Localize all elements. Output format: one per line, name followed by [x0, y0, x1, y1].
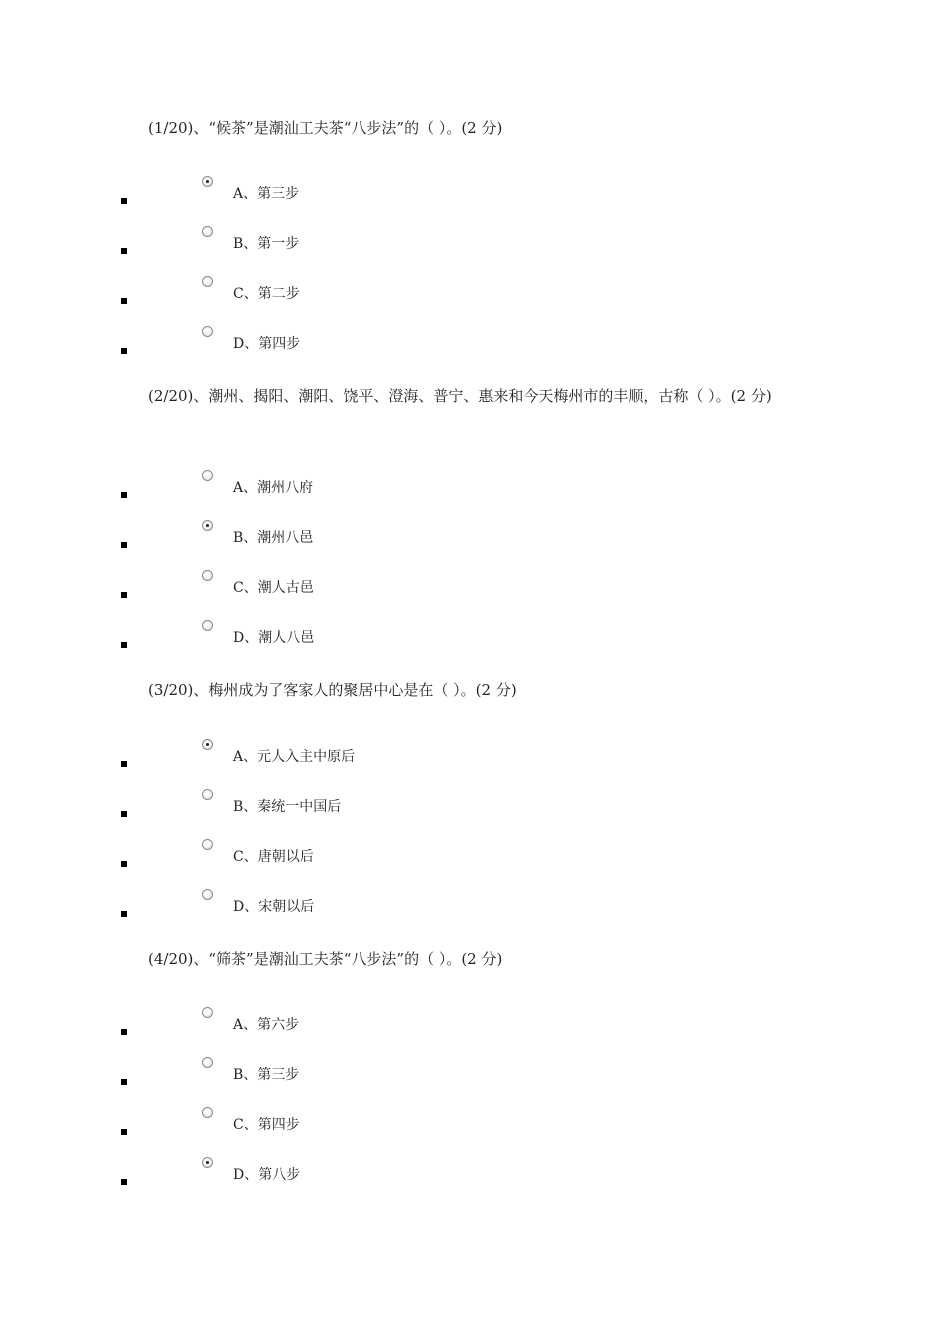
bullet-icon: [121, 1079, 127, 1085]
bullet-icon: [121, 861, 127, 867]
option-label: C、潮人古邑: [233, 580, 314, 596]
bullet-icon: [121, 298, 127, 304]
question-1-option-d[interactable]: [0, 326, 950, 362]
radio-checked-icon[interactable]: [202, 176, 213, 187]
bullet-icon: [121, 1179, 127, 1185]
bullet-icon: [121, 1029, 127, 1035]
question-1-option-a[interactable]: [0, 176, 950, 212]
question-4-option-b[interactable]: [0, 1057, 950, 1093]
bullet-icon: [121, 198, 127, 204]
radio-unchecked-icon[interactable]: [202, 226, 213, 237]
bullet-icon: [121, 542, 127, 548]
question-4-option-a[interactable]: [0, 1007, 950, 1043]
question-1-option-b[interactable]: [0, 226, 950, 262]
option-label: D、第四步: [233, 336, 301, 352]
question-4-text: (4/20)、“筛茶”是潮汕工夫茶“八步法”的（ ）。(2 分): [148, 950, 503, 968]
question-2-option-a[interactable]: [0, 470, 950, 506]
question-2-option-c[interactable]: [0, 570, 950, 606]
radio-checked-icon[interactable]: [202, 520, 213, 531]
option-label: D、潮人八邑: [233, 630, 315, 646]
option-label: B、秦统一中国后: [233, 799, 342, 815]
question-2-option-b[interactable]: [0, 520, 950, 556]
bullet-icon: [121, 811, 127, 817]
bullet-icon: [121, 761, 127, 767]
radio-unchecked-icon[interactable]: [202, 570, 213, 581]
bullet-icon: [121, 248, 127, 254]
question-3-option-b[interactable]: [0, 789, 950, 825]
radio-unchecked-icon[interactable]: [202, 1107, 213, 1118]
radio-unchecked-icon[interactable]: [202, 326, 213, 337]
option-label: A、第六步: [233, 1017, 300, 1033]
radio-unchecked-icon[interactable]: [202, 620, 213, 631]
option-label: B、第一步: [233, 236, 300, 252]
radio-unchecked-icon[interactable]: [202, 839, 213, 850]
bullet-icon: [121, 642, 127, 648]
radio-unchecked-icon[interactable]: [202, 470, 213, 481]
option-label: A、第三步: [233, 186, 300, 202]
bullet-icon: [121, 1129, 127, 1135]
question-4-option-c[interactable]: [0, 1107, 950, 1143]
question-2-text: (2/20)、潮州、揭阳、潮阳、饶平、澄海、普宁、惠来和今天梅州市的丰顺，古称（ ）。(2 分): [148, 387, 772, 405]
bullet-icon: [121, 592, 127, 598]
option-label: C、第四步: [233, 1117, 300, 1133]
option-label: D、第八步: [233, 1167, 301, 1183]
question-3-option-c[interactable]: [0, 839, 950, 875]
question-3-option-a[interactable]: [0, 739, 950, 775]
option-label: D、宋朝以后: [233, 899, 315, 915]
option-label: A、潮州八府: [233, 480, 314, 496]
radio-unchecked-icon[interactable]: [202, 1057, 213, 1068]
option-label: A、元人入主中原后: [233, 749, 356, 765]
radio-unchecked-icon[interactable]: [202, 276, 213, 287]
question-3-text: (3/20)、梅州成为了客家人的聚居中心是在（ ）。(2 分): [148, 681, 517, 699]
question-3-option-d[interactable]: [0, 889, 950, 925]
question-2-option-d[interactable]: [0, 620, 950, 656]
option-label: C、第二步: [233, 286, 300, 302]
radio-unchecked-icon[interactable]: [202, 1007, 213, 1018]
radio-unchecked-icon[interactable]: [202, 889, 213, 900]
bullet-icon: [121, 492, 127, 498]
question-4-option-d[interactable]: [0, 1157, 950, 1193]
bullet-icon: [121, 911, 127, 917]
question-1-text: (1/20)、“候茶”是潮汕工夫茶“八步法”的（ ）。(2 分): [148, 119, 503, 137]
option-label: B、第三步: [233, 1067, 300, 1083]
option-label: C、唐朝以后: [233, 849, 314, 865]
radio-unchecked-icon[interactable]: [202, 789, 213, 800]
bullet-icon: [121, 348, 127, 354]
option-label: B、潮州八邑: [233, 530, 314, 546]
radio-checked-icon[interactable]: [202, 1157, 213, 1168]
radio-checked-icon[interactable]: [202, 739, 213, 750]
question-1-option-c[interactable]: [0, 276, 950, 312]
